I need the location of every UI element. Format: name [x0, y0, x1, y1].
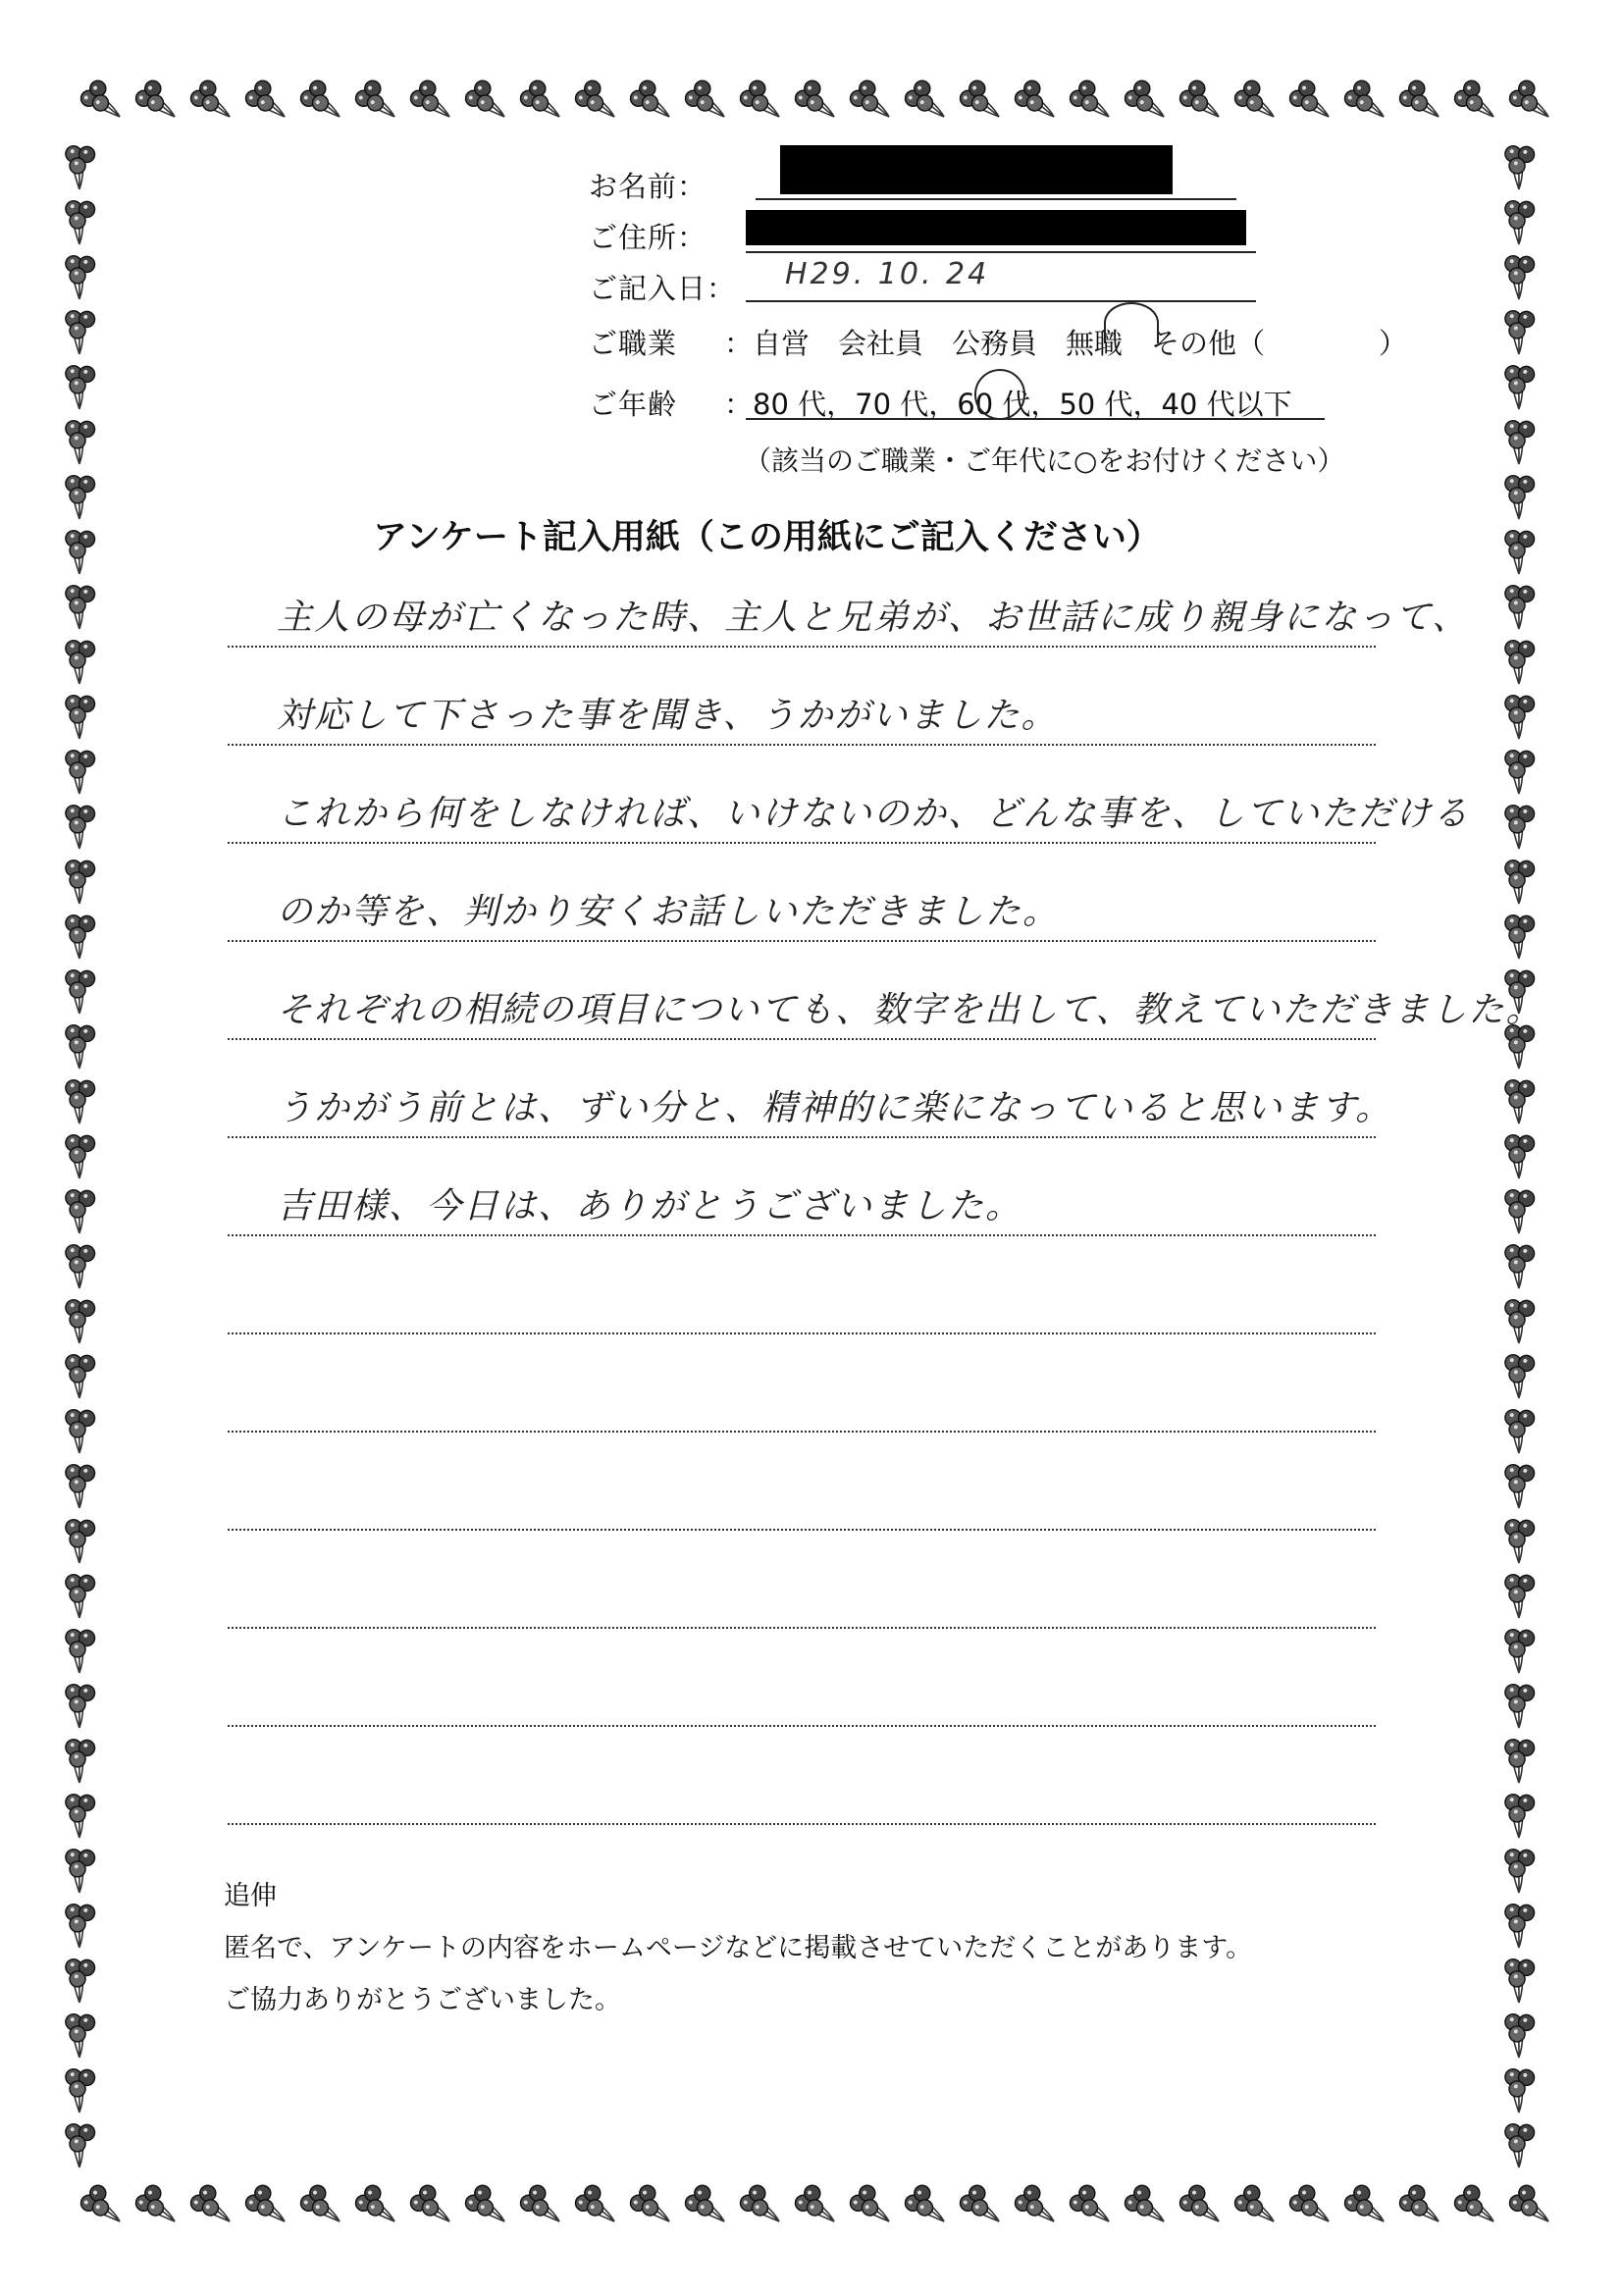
balloon-cluster-icon	[241, 78, 288, 130]
balloon-cluster-icon	[1494, 1349, 1536, 1399]
answer-line[interactable]	[228, 1568, 1376, 1629]
balloon-cluster-icon	[1176, 78, 1222, 130]
balloon-cluster-icon	[55, 1514, 96, 1564]
balloon-cluster-icon	[571, 78, 617, 130]
balloon-cluster-icon	[1494, 745, 1536, 795]
balloon-cluster-icon	[461, 78, 507, 130]
balloon-cluster-icon	[55, 1789, 96, 1839]
handwritten-text: 吉田様、今日は、ありがとうございました。	[277, 1186, 1023, 1226]
address-label: ご住所：	[589, 221, 707, 254]
balloon-cluster-icon	[55, 1184, 96, 1234]
balloon-cluster-icon	[186, 78, 233, 130]
balloon-cluster-icon	[1494, 1569, 1536, 1619]
balloon-cluster-icon	[1450, 78, 1496, 130]
balloon-cluster-icon	[55, 140, 96, 190]
balloon-cluster-icon	[55, 1954, 96, 2004]
balloon-cluster-icon	[1121, 2182, 1167, 2234]
ps-label: 追伸	[224, 1881, 277, 1911]
balloon-cluster-icon	[1285, 2182, 1332, 2234]
answer-line[interactable]	[228, 1372, 1376, 1433]
balloon-cluster-icon	[55, 1129, 96, 1179]
balloon-cluster-icon	[1494, 1734, 1536, 1784]
occupation-selected-circle	[1104, 302, 1159, 343]
balloon-cluster-icon	[55, 965, 96, 1015]
balloon-cluster-icon	[55, 580, 96, 630]
balloon-cluster-icon	[55, 1294, 96, 1344]
balloon-cluster-icon	[1066, 2182, 1112, 2234]
answer-line[interactable]	[228, 1666, 1376, 1727]
balloon-cluster-icon	[351, 78, 397, 130]
balloon-cluster-icon	[1494, 1074, 1536, 1124]
balloon-cluster-icon	[55, 1679, 96, 1729]
balloon-cluster-icon	[351, 2182, 397, 2234]
thanks-text: ご協力ありがとうございました。	[224, 1985, 621, 2015]
balloon-cluster-icon	[55, 250, 96, 300]
balloon-cluster-icon	[55, 1404, 96, 1454]
balloon-cluster-icon	[77, 78, 123, 130]
answer-line[interactable]	[228, 979, 1544, 1040]
balloon-cluster-icon	[406, 78, 452, 130]
balloon-cluster-icon	[55, 2063, 96, 2113]
balloon-cluster-icon	[1494, 1294, 1536, 1344]
balloon-cluster-icon	[1494, 1789, 1536, 1839]
balloon-cluster-icon	[406, 2182, 452, 2234]
balloon-cluster-icon	[1494, 1844, 1536, 1894]
balloon-cluster-icon	[55, 910, 96, 960]
balloon-cluster-icon	[1011, 78, 1057, 130]
balloon-cluster-icon	[956, 78, 1002, 130]
balloon-cluster-icon	[55, 1074, 96, 1124]
balloon-cluster-icon	[1230, 2182, 1277, 2234]
occupation-options[interactable]: ：自営 会社員 公務員 無職 その他（ ）	[724, 327, 1408, 360]
balloon-cluster-icon	[1494, 910, 1536, 960]
balloon-cluster-icon	[516, 2182, 562, 2234]
balloon-cluster-icon	[791, 2182, 837, 2234]
handwritten-text: 主人の母が亡くなった時、主人と兄弟が、お世話に成り親身になって、	[277, 598, 1470, 638]
balloon-cluster-icon	[55, 470, 96, 520]
balloon-cluster-icon	[55, 2118, 96, 2168]
balloon-cluster-icon	[1494, 800, 1536, 850]
name-redaction	[780, 145, 1173, 194]
balloon-cluster-icon	[736, 78, 782, 130]
balloon-cluster-icon	[681, 78, 727, 130]
balloon-cluster-icon	[1494, 195, 1536, 245]
balloon-cluster-icon	[901, 78, 947, 130]
balloon-cluster-icon	[1494, 2063, 1536, 2113]
instruction-note: （該当のご職業・ご年代に○をお付けください）	[744, 444, 1345, 477]
answer-line[interactable]	[228, 587, 1470, 648]
balloon-cluster-icon	[681, 2182, 727, 2234]
balloon-cluster-icon	[1494, 1899, 1536, 1949]
balloon-cluster-icon	[571, 2182, 617, 2234]
balloon-cluster-icon	[1494, 690, 1536, 740]
balloon-cluster-icon	[1494, 1514, 1536, 1564]
balloon-cluster-icon	[1450, 2182, 1496, 2234]
balloon-cluster-icon	[1176, 2182, 1222, 2234]
balloon-cluster-icon	[1395, 2182, 1441, 2234]
balloon-cluster-icon	[1494, 415, 1536, 465]
balloon-cluster-icon	[1494, 1184, 1536, 1234]
ps-text: 匿名で、アンケートの内容をホームページなどに掲載させていただくことがあります。	[224, 1933, 1253, 1963]
handwritten-text: これから何をしなければ、いけないのか、どんな事を、していただける	[277, 794, 1471, 834]
answer-line[interactable]	[228, 685, 1376, 746]
balloon-cluster-icon	[1494, 470, 1536, 520]
balloon-cluster-icon	[846, 2182, 892, 2234]
balloon-cluster-icon	[55, 1019, 96, 1070]
balloon-cluster-icon	[1230, 78, 1277, 130]
balloon-cluster-icon	[1494, 360, 1536, 410]
balloon-cluster-icon	[296, 78, 342, 130]
balloon-cluster-icon	[626, 78, 672, 130]
balloon-cluster-icon	[55, 360, 96, 410]
balloon-cluster-icon	[1121, 78, 1167, 130]
balloon-cluster-icon	[55, 1899, 96, 1949]
balloon-cluster-icon	[55, 1624, 96, 1674]
balloon-cluster-icon	[55, 635, 96, 685]
answer-line[interactable]	[228, 1764, 1376, 1825]
balloon-cluster-icon	[55, 855, 96, 905]
balloon-cluster-icon	[55, 1569, 96, 1619]
balloon-cluster-icon	[55, 690, 96, 740]
balloon-cluster-icon	[1494, 2009, 1536, 2059]
balloon-cluster-icon	[296, 2182, 342, 2234]
balloon-cluster-icon	[1340, 78, 1387, 130]
balloon-cluster-icon	[736, 2182, 782, 2234]
balloon-cluster-icon	[1494, 305, 1536, 355]
date-label: ご記入日：	[589, 272, 737, 305]
occupation-label: ご職業	[589, 327, 678, 360]
balloon-cluster-icon	[516, 78, 562, 130]
answer-line[interactable]	[228, 1274, 1376, 1334]
answer-line[interactable]	[228, 1175, 1376, 1236]
age-underline	[746, 381, 1325, 420]
balloon-cluster-icon	[77, 2182, 123, 2234]
balloon-cluster-icon	[1494, 1954, 1536, 2004]
balloon-cluster-icon	[55, 1844, 96, 1894]
balloon-cluster-icon	[1494, 1679, 1536, 1729]
balloon-cluster-icon	[1011, 2182, 1057, 2234]
balloon-cluster-icon	[55, 2009, 96, 2059]
address-redaction	[746, 210, 1246, 245]
balloon-cluster-icon	[1494, 525, 1536, 575]
balloon-cluster-icon	[131, 78, 178, 130]
name-label: お名前：	[589, 170, 707, 203]
balloon-cluster-icon	[846, 78, 892, 130]
answer-line[interactable]	[228, 783, 1471, 844]
balloon-cluster-icon	[1505, 2182, 1551, 2234]
balloon-cluster-icon	[1494, 140, 1536, 190]
balloon-cluster-icon	[1494, 1459, 1536, 1509]
balloon-cluster-icon	[55, 1734, 96, 1784]
balloon-cluster-icon	[791, 78, 837, 130]
balloon-cluster-icon	[1340, 2182, 1387, 2234]
balloon-cluster-icon	[901, 2182, 947, 2234]
balloon-cluster-icon	[55, 525, 96, 575]
form-title: アンケート記入用紙（この用紙にご記入ください）	[373, 518, 1161, 557]
balloon-cluster-icon	[1494, 1239, 1536, 1289]
balloon-cluster-icon	[1494, 855, 1536, 905]
handwritten-text: 対応して下さった事を聞き、うかがいました。	[277, 696, 1059, 736]
answer-line[interactable]	[228, 881, 1376, 942]
balloon-cluster-icon	[1494, 1129, 1536, 1179]
balloon-cluster-icon	[461, 2182, 507, 2234]
balloon-cluster-icon	[1494, 2118, 1536, 2168]
balloon-cluster-icon	[1494, 1624, 1536, 1674]
balloon-cluster-icon	[55, 415, 96, 465]
balloon-cluster-icon	[131, 2182, 178, 2234]
balloon-cluster-icon	[55, 745, 96, 795]
balloon-cluster-icon	[1494, 580, 1536, 630]
balloon-cluster-icon	[1494, 250, 1536, 300]
balloon-cluster-icon	[1494, 635, 1536, 685]
balloon-cluster-icon	[1066, 78, 1112, 130]
balloon-cluster-icon	[55, 1459, 96, 1509]
balloon-cluster-icon	[241, 2182, 288, 2234]
handwritten-text: うかがう前とは、ずい分と、精神的に楽になっていると思います。	[277, 1088, 1393, 1128]
balloon-cluster-icon	[186, 2182, 233, 2234]
handwritten-text: のか等を、判かり安くお話しいただきました。	[277, 892, 1061, 932]
balloon-cluster-icon	[1395, 78, 1441, 130]
balloon-cluster-icon	[55, 1239, 96, 1289]
balloon-cluster-icon	[1285, 78, 1332, 130]
balloon-cluster-icon	[55, 195, 96, 245]
balloon-cluster-icon	[55, 1349, 96, 1399]
date-value: H29. 10. 24	[785, 257, 990, 291]
answer-line[interactable]	[228, 1470, 1376, 1531]
balloon-cluster-icon	[956, 2182, 1002, 2234]
age-options[interactable]: ：80 代，70 代，60 代，50 代，40 代以下	[724, 388, 1292, 421]
balloon-cluster-icon	[55, 305, 96, 355]
answer-line[interactable]	[228, 1077, 1393, 1138]
balloon-cluster-icon	[626, 2182, 672, 2234]
balloon-cluster-icon	[1505, 78, 1551, 130]
balloon-cluster-icon	[55, 800, 96, 850]
balloon-cluster-icon	[1494, 1404, 1536, 1454]
handwritten-text: それぞれの相続の項目についても、数字を出して、教えていただきました。	[277, 990, 1544, 1030]
age-label: ご年齢	[589, 388, 678, 421]
